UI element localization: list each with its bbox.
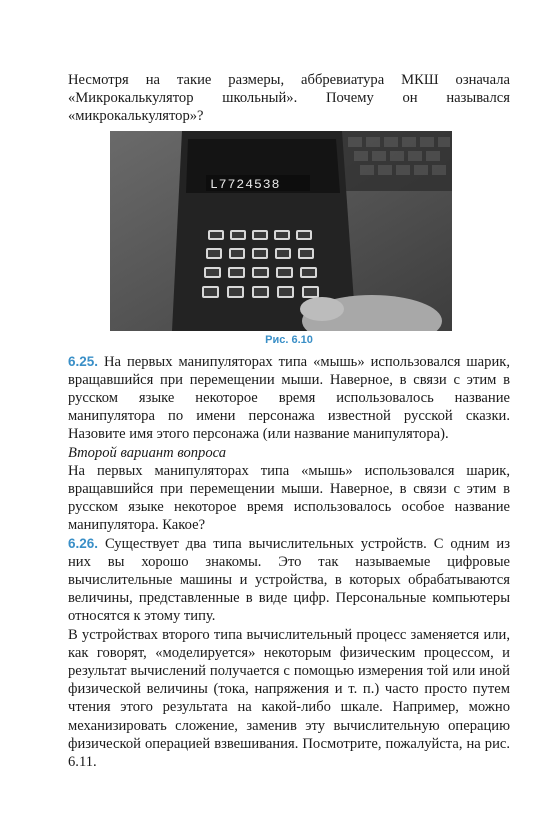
question-text: Существует два типа вычислительных устройств. С одним из них вы хорошо знакомы. Это так называемые цифровые вычислительные машины и устройства, в которых обрабатываются величины, представленные в виде цифр. Персональные компьютеры относятся к этому типу. (68, 535, 510, 625)
question-6-25 (68, 353, 510, 444)
question-number: 6.26. (68, 535, 99, 551)
figure-caption: Рис. 6.10 (265, 333, 313, 346)
question-number: 6.25. (68, 353, 99, 369)
variant-heading: Второй вариант вопроса (68, 444, 227, 461)
calculator-display-text: L7724538 (210, 176, 281, 192)
variant-text: На первых манипуляторах типа «мышь» использовался шарик, вращавшийся при перемещении мыши. Наверное, в связи с этим в русском языке некоторое время использовалось особое название манипулятора. Какое? (68, 462, 510, 534)
question-6-26 (68, 535, 510, 626)
page-body (68, 71, 510, 771)
question-text: На первых манипуляторах типа «мышь» использовался шарик, вращавшийся при перемещении мыши. Наверное, в связи с этим в русском языке некоторое время использовалось название манипулятора по имени персонажа известной русской сказки. Назовите имя этого персонажа (или название манипулятора). (68, 353, 510, 443)
question-6-26-continued: В устройствах второго типа вычислительный процесс заменяется или, как говорят, «моделируется» некоторым физическим процессом, и результат вычислений получается с помощью измерения той или иной физической величины (тока, напряжения и т. п.) часто просто путем чтения этого результата на какой-либо шкале. Например, можно механизировать сложение, заменив эту вычислительную операцию физической операцией взвешивания. Посмотрите, пожалуйста, на рис. 6.11. (68, 626, 510, 771)
calculator-image (110, 131, 452, 331)
intro-paragraph: Несмотря на такие размеры, аббревиатура МКШ означала «Микрокалькулятор школьный». Почему он назывался «микрокалькулятор»? (68, 72, 510, 125)
calculator-photo (110, 131, 452, 331)
